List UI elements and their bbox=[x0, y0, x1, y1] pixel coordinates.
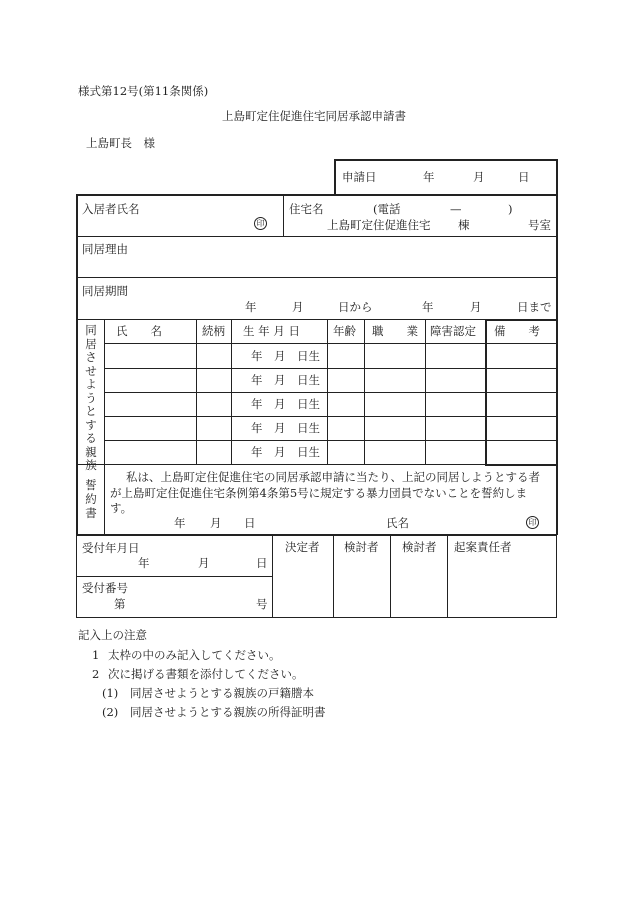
received-number-suffix: 号 bbox=[256, 597, 268, 611]
received-number-label: 受付番号 bbox=[82, 581, 128, 595]
received-date-label: 受付年月日 bbox=[82, 541, 140, 555]
housing-room[interactable]: 号室 bbox=[528, 218, 551, 232]
birth-cell-1[interactable]: 年 月 日生 bbox=[251, 349, 320, 363]
housing-name: 上島町定住促進住宅 bbox=[327, 218, 431, 232]
note-1-num: 1 bbox=[92, 648, 100, 662]
subnote-2-num: (2) bbox=[102, 705, 119, 719]
received-date-day: 日 bbox=[256, 556, 268, 570]
header-birthdate: 生 年 月 日 bbox=[243, 324, 300, 338]
pledge-seal-icon: 印 bbox=[526, 516, 539, 529]
pledge-line-3: す。 bbox=[110, 501, 133, 515]
form-number: 様式第12号(第11条関係) bbox=[78, 84, 209, 98]
birth-cell-2[interactable]: 年 月 日生 bbox=[251, 373, 320, 387]
applicant-seal-icon: 印 bbox=[254, 217, 267, 230]
pledge-year[interactable]: 年 bbox=[174, 516, 186, 530]
period-end-year[interactable]: 年 bbox=[422, 300, 434, 314]
period-end-month[interactable]: 月 bbox=[470, 300, 482, 314]
received-date-month: 月 bbox=[198, 556, 210, 570]
phone-label: (電話 bbox=[373, 202, 401, 216]
header-disability: 障害認定 bbox=[430, 324, 476, 338]
application-date-month[interactable]: 月 bbox=[473, 170, 485, 184]
period-start-day[interactable]: 日から bbox=[338, 300, 373, 314]
subnote-1-num: (1) bbox=[102, 686, 119, 700]
reviewer-1-label: 検討者 bbox=[344, 540, 379, 554]
housing-label: 住宅名 bbox=[289, 202, 324, 216]
received-date-year: 年 bbox=[138, 556, 150, 570]
form-title: 上島町定住促進住宅同居承認申請書 bbox=[222, 109, 406, 123]
header-occupation: 職 業 bbox=[372, 324, 418, 338]
period-start-month[interactable]: 月 bbox=[292, 300, 304, 314]
addressee: 上島町長 様 bbox=[86, 136, 155, 150]
subnote-1-text: 同居させようとする親族の戸籍謄本 bbox=[130, 686, 314, 700]
pledge-line-2: が上島町定住促進住宅条例第4条第5号に規定する暴力団員でないことを誓約しま bbox=[110, 486, 528, 500]
housing-building[interactable]: 棟 bbox=[458, 218, 470, 232]
pledge-name-label: 氏名 bbox=[386, 516, 409, 530]
pledge-day[interactable]: 日 bbox=[244, 516, 256, 530]
note-1-text: 太枠の中のみ記入してください。 bbox=[108, 648, 281, 662]
application-date-year[interactable]: 年 bbox=[423, 170, 435, 184]
pledge-side-label: 誓約書 bbox=[85, 478, 97, 520]
period-end-day[interactable]: 日まで bbox=[517, 300, 552, 314]
application-date-day[interactable]: 日 bbox=[518, 170, 530, 184]
birth-cell-3[interactable]: 年 月 日生 bbox=[251, 397, 320, 411]
received-number-prefix: 第 bbox=[114, 597, 126, 611]
applicant-name-label: 入居者氏名 bbox=[82, 202, 140, 216]
header-relationship: 続柄 bbox=[202, 324, 225, 338]
period-start-year[interactable]: 年 bbox=[245, 300, 257, 314]
note-2-text: 次に掲げる書類を添付してください。 bbox=[108, 667, 304, 681]
reviewer-2-label: 検討者 bbox=[402, 540, 437, 554]
subnote-2-text: 同居させようとする親族の所得証明書 bbox=[130, 705, 326, 719]
phone-close: ) bbox=[508, 202, 513, 216]
pledge-month[interactable]: 月 bbox=[210, 516, 222, 530]
period-label: 同居期間 bbox=[82, 284, 128, 298]
header-age: 年齢 bbox=[333, 324, 356, 338]
reason-label: 同居理由 bbox=[82, 242, 128, 256]
header-remarks: 備 考 bbox=[494, 324, 540, 338]
phone-dash: — bbox=[450, 202, 462, 216]
birth-cell-4[interactable]: 年 月 日生 bbox=[251, 421, 320, 435]
responsible-label: 起案責任者 bbox=[454, 540, 512, 554]
note-2-num: 2 bbox=[92, 667, 100, 681]
birth-cell-5[interactable]: 年 月 日生 bbox=[251, 445, 320, 459]
decider-label: 決定者 bbox=[285, 540, 320, 554]
relatives-side-label: 同居させようとする親族 bbox=[85, 323, 97, 472]
pledge-line-1: 私は、上島町定住促進住宅の同居承認申請に当たり、上記の同居しようとする者 bbox=[126, 470, 540, 484]
notes-title: 記入上の注意 bbox=[78, 628, 147, 642]
application-date-label: 申請日 bbox=[342, 170, 377, 184]
header-name: 氏 名 bbox=[116, 324, 162, 338]
